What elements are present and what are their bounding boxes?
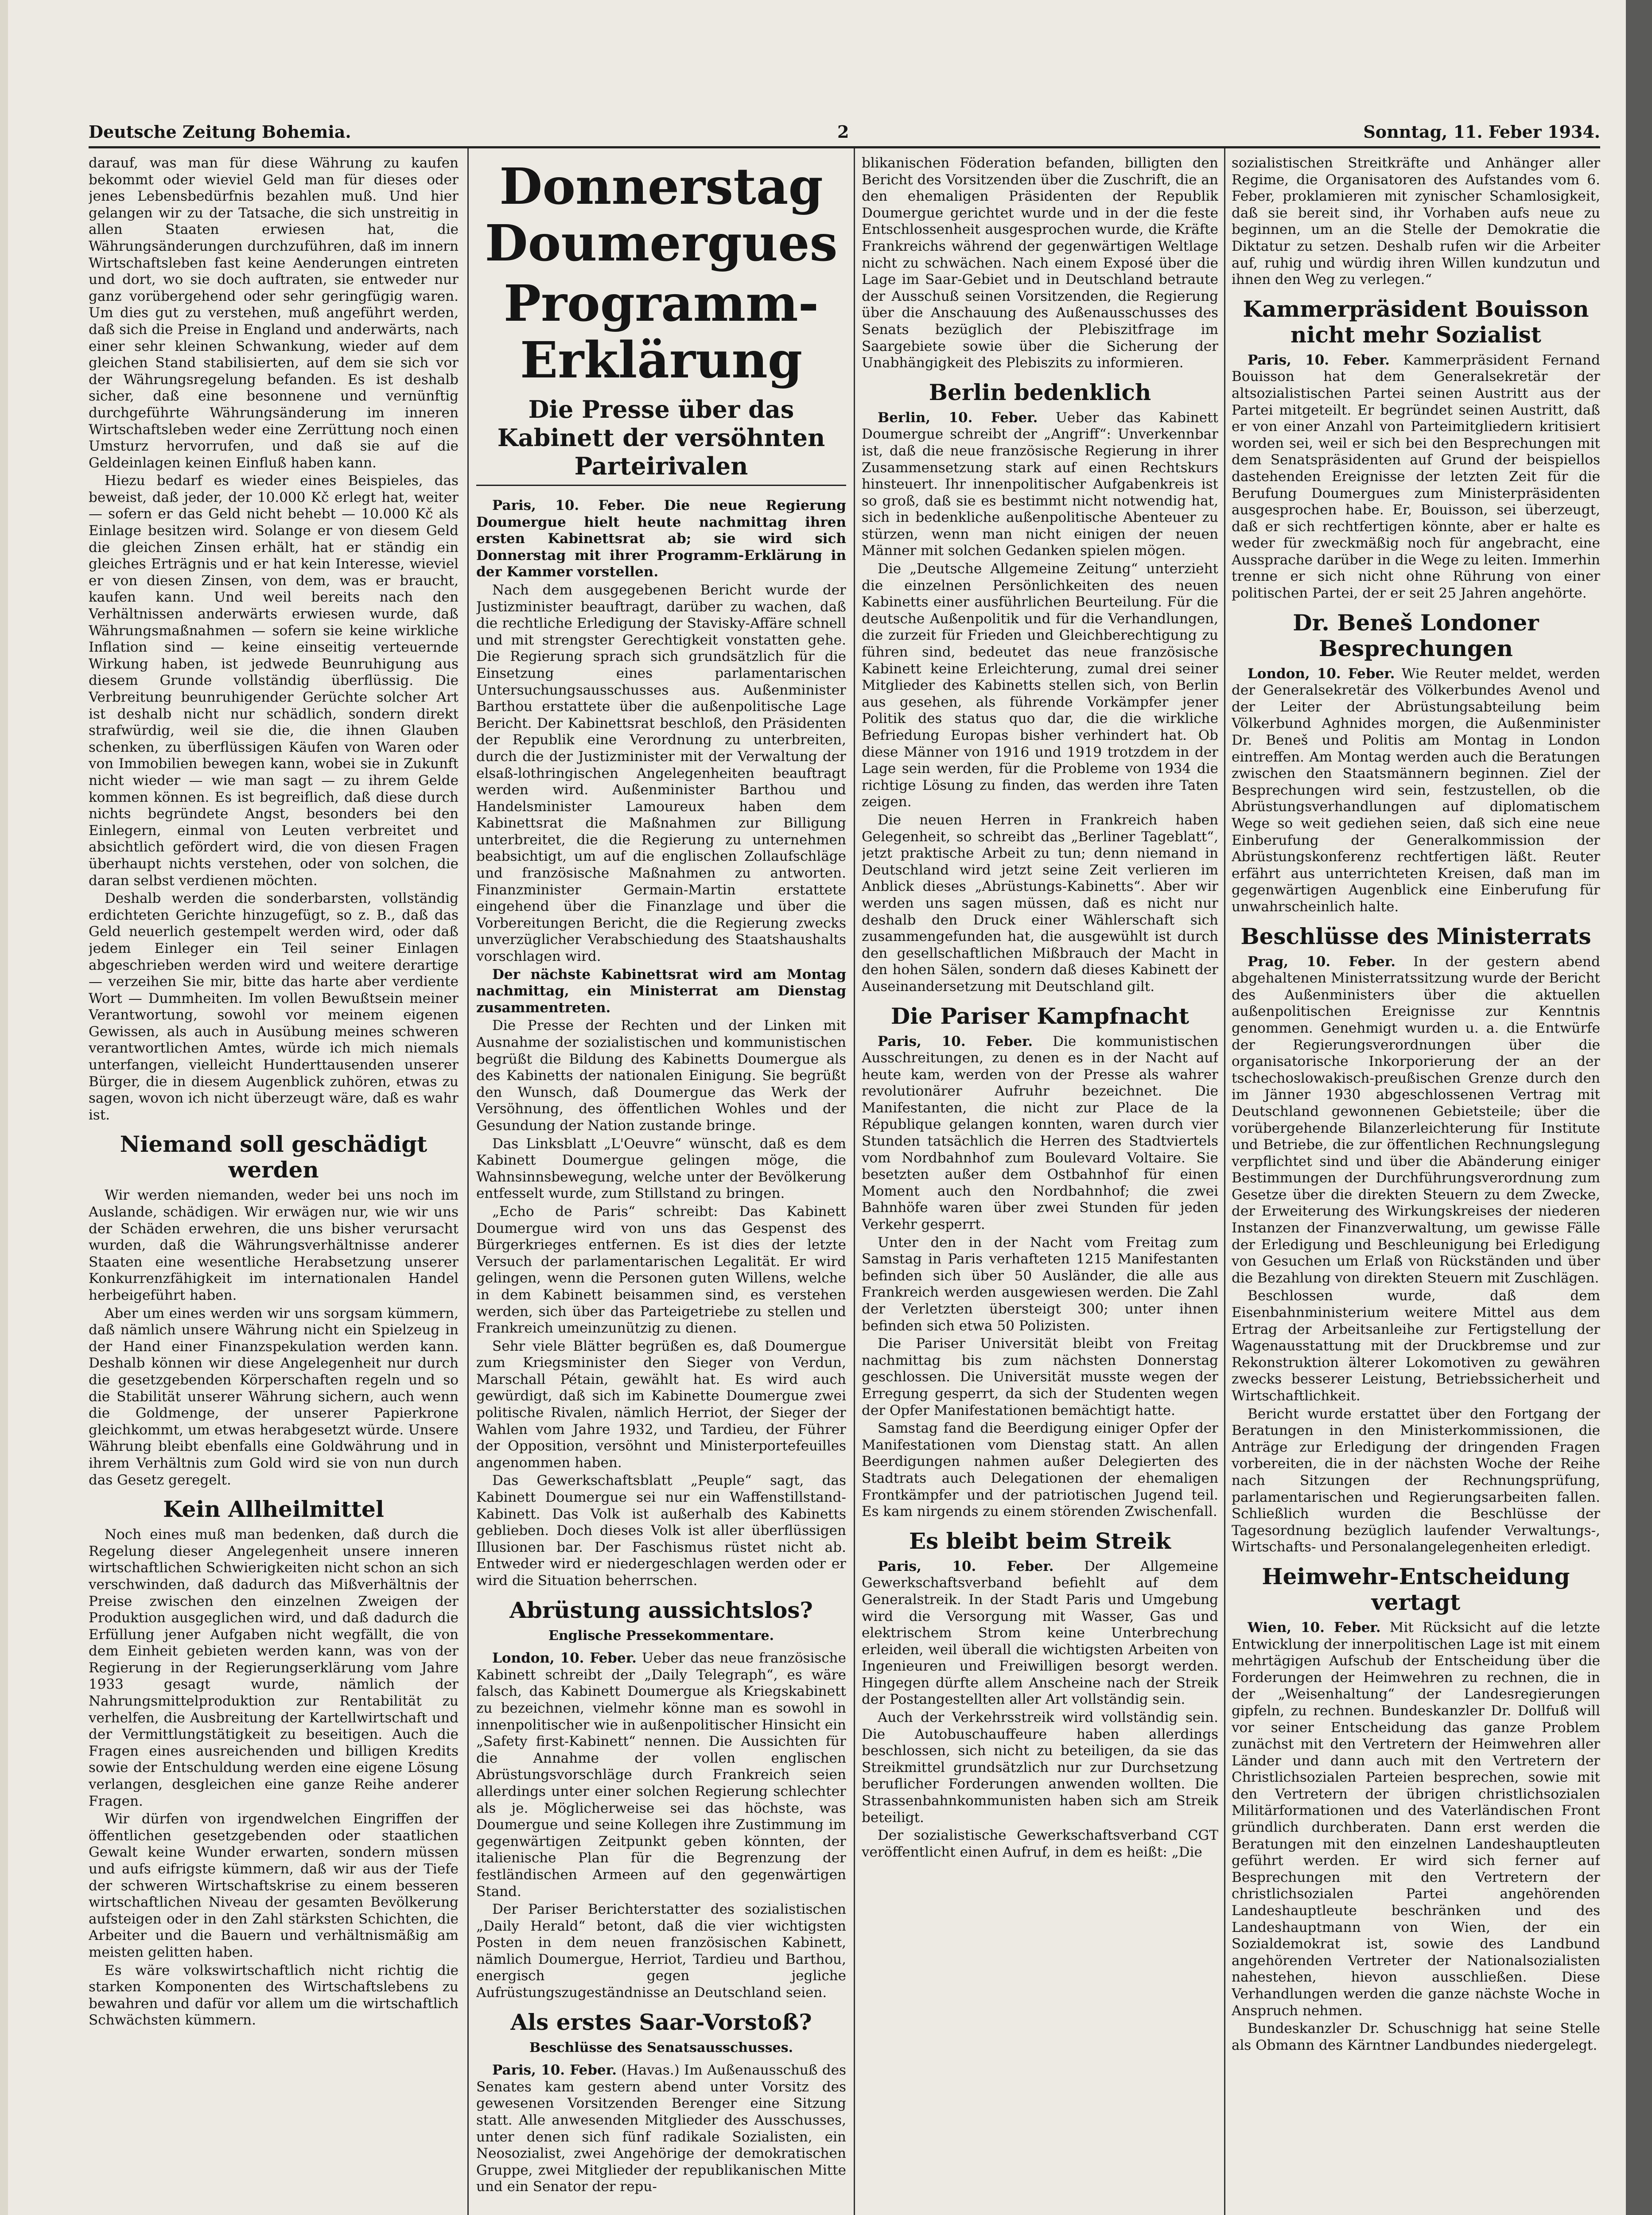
article-paragraph: sozialistischen Streitkräfte und Anhänger aller Regime, die Organisatoren des Aufstandes vom 6. Feber, proklamieren mit zynischer Schamlosigkeit, daß sie bereit sind, ihr Vorhaben aufs neue zu beginnen, um an die Stelle der Demokratie die Diktatur zu setzen. Deshalb rufen wir die Arbeiter auf, ruhig und würdig ihren Willen kundzutun und ihnen den Weg zu verlegen.“: [1232, 155, 1600, 288]
page-number: 2: [837, 122, 849, 142]
article-paragraph: „Echo de Paris“ schreibt: Das Kabinett Doumergue wird von uns das Gespenst des Bürgerkrieges entfernen. Es ist dies der letzte Versuch der parlamentarischen Legalität. Er wird gelingen, wenn die Personen guten Willens, welche in dem Kabinett beisammen sind, es verstehen werden, sich über das Parteigetriebe zu stellen und Frankreich umeinzunützig zu dienen.: [476, 1203, 846, 1337]
headline: Es bleibt beim Streik: [909, 1527, 1171, 1554]
article-paragraph: blikanischen Föderation befanden, billigten den Bericht des Vorsitzenden über die Zuschrift, die an den ehemaligen Präsidenten der Republik Doumergue gerichtet wurde und in der die feste Entschlossenheit ausgesprochen wurde, die Kräfte Frankreichs während der gegenwärtigen Weltlage nicht zu schwächen. Nach einem Exposé über die Lage im Saar-Gebiet und in Deutschland betraute der Ausschuß seinen Vorsitzenden, die Regierung über die Anschauung des Außenausschusses des Senats bezüglich der Plebiszitfrage im Saargebiete sowie über die Sicherung der Unabhängigkeit des Plebiszits zu informieren.: [862, 155, 1218, 371]
column-1: [89, 155, 459, 2215]
article-paragraph: Das Gewerkschaftsblatt „Peuple“ sagt, das Kabinett Doumergue sei nur ein Waffenstillstand-Kabinett. Das Volk ist außerhalb des Kabinetts geblieben. Doch dieses Volk ist aller überflüssigen Illusionen bar. Der Faschismus rüstet nicht ab. Entweder wird er niedergeschlagen werden oder er wird die Situation beherrschen.: [476, 1473, 846, 1589]
article-paragraph: Der Allgemeine Gewerkschaftsverband befiehlt auf dem Generalstreik. In der Stadt Paris und Umgebung wird die Versorgung mit Wasser, Gas und elektrischem Strom keine Unterbrechung erleiden, weil überall die wichtigsten Arbeiten von Ingenieuren und Freiwilligen besorgt werden. Hingegen dürfte allem Anscheine nach der Streik der Postangestellten aller Art vollständig sein.: [862, 1558, 1218, 1708]
dateline: Paris, 10. Feber.: [1248, 352, 1390, 368]
article-paragraph: Bundeskanzler Dr. Schuschnigg hat seine Stelle als Obmann des Kärntner Landbundes niedergelegt.: [1232, 2021, 1600, 2053]
article-paragraph: Die kommunistischen Ausschreitungen, zu denen es in der Nacht auf heute kam, werden von der Presse als wahrer revolutionärer Aufruhr bezeichnet. Die Manifestanten, die nicht zur Place de la République gelangen konnten, waren durch vier Stunden tatsächlich die Herren des Stadtviertels vom Nordbahnhof zum Boulevard Voltaire. Sie besetzten außer dem Ostbahnhof für einen Moment auch den Nordbahnhof; die zwei Bahnhöfe waren über zwei Stunden für jeden Verkehr gesperrt.: [862, 1033, 1218, 1233]
subheadline: Beschlüsse des Senatsausschusses.: [529, 2040, 793, 2056]
banner-headline-line2: Programm-Erklärung: [503, 275, 819, 389]
dateline: Paris, 10. Feber.: [492, 497, 645, 513]
article-paragraph: Die „Deutsche Allgemeine Zeitung“ unterzieht die einzelnen Persönlichkeiten des neuen Kabinetts einer ausführlichen Beurteilung. Für die deutsche Außenpolitik und für die Verhandlungen, die zurzeit für Frieden und Gleichberechtigung zu führen sind, bedeutet das neue französische Kabinett keine Erleichterung, zumal drei seiner Mitglieder des Kabinetts stellen sich, von Berlin aus gesehen, als führende Vorkämpfer jener Politik des status quo dar, die die wirkliche Befriedung Europas bisher verhindert hat. Ob diese Männer von 1916 und 1919 trotzdem in der Lage sein werden, für die Probleme von 1934 die richtige Lösung zu finden, das werden ihre Taten zeigen.: [862, 561, 1218, 810]
dateline: Paris, 10. Feber.: [878, 1558, 1054, 1574]
article-paragraph: Deshalb werden die sonderbarsten, vollständig erdichteten Gerichte hinzugefügt, so z. B., daß das Geld neuerlich gestempelt werden wird, oder daß jedem Einleger ein Teil seiner Einlagen abgeschrieben werden wird und weitere derartige — verzeihen Sie mir, bitte das harte aber verdiente Wort — Dummheiten. Im vollen Bewußtsein meiner Verantwortung, sowohl vor meinem eigenen Gewissen, als auch in Ausübung meines schweren verantwortlichen Amtes, würde ich mich niemals unterfangen, vielleicht Hunderttausenden unserer Bürger, die in diesem Augenblick zuhören, etwas zu sagen, wovon ich nicht überzeugt wäre, daß es wahr ist.: [89, 890, 459, 1123]
article-paragraph: Kammerpräsident Fernand Bouisson hat dem Generalsekretär der altsozialistischen Partei seinen Austritt aus der Partei mitgeteilt. Er begründet seinen Austritt, daß er von einer Anzahl von Parteimitgliedern kritisiert worden sei, weil er sich bei den Besprechungen mit dem Senatspräsidenten auf Grund der beispiellos dastehenden Ereignisse der letzten Zeit für die Berufung Doumergues zum Ministerpräsidenten ausgesprochen habe. Er, Bouisson, sei überzeugt, daß er sich rechtfertigen könnte, aber er halte es weder für zweckmäßig noch für angebracht, eine Aussprache darüber in die Wege zu leiten. Immerhin trenne er sich nicht ohne Rührung von einer politischen Partei, der er seit 25 Jahren angehörte.: [1232, 352, 1600, 602]
banner-headline-line1: Donnerstag Doumergues: [485, 158, 838, 272]
column-3: [862, 155, 1218, 2215]
article-paragraph: Auch der Verkehrsstreik wird vollständig sein. Die Autobuschauffeure haben allerdings beschlossen, sich nicht zu beteiligen, da sie das Streikmittel grundsätzlich nur zur Durchsetzung beruflicher Forderungen anwenden wollten. Die Strassenbahnkommunisten haben sich am Streik beteiligt.: [862, 1710, 1218, 1826]
article-paragraph: Sehr viele Blätter begrüßen es, daß Doumergue zum Kriegsminister den Sieger von Verdun, Marschall Pétain, gewählt hat. Es wird auch gewürdigt, daß sich im Kabinette Doumergue zwei politische Rivalen, nämlich Herriot, der Sieger der Wahlen vom Jahre 1932, und Tardieu, der Führer der Opposition, versöhnt und Ministerportefeuilles angenommen haben.: [476, 1338, 846, 1471]
column-4: [1232, 155, 1600, 2215]
masthead-title: Deutsche Zeitung Bohemia.: [89, 122, 351, 142]
article-paragraph: Es wäre volkswirtschaftlich nicht richtig die starken Komponenten des Wirtschaftslebens zu bewahren und dafür vor allem um die wirtschaftlich Schwächsten kümmern.: [89, 1962, 459, 2028]
article-paragraph: Die neuen Herren in Frankreich haben Gelegenheit, so schreibt das „Berliner Tageblatt“, jetzt praktische Arbeit zu tun; denn niemand in Deutschland wird jetzt seine Zeit verlieren im Anblick dieses „Abrüstungs-Kabinetts“. Aber wir werden uns sagen müssen, daß es nicht nur deshalb den Druck einer Wählerschaft sich zusammengefunden hat, die ausgewühlt ist durch den gesellschaftlichen Mißbrauch der Macht in den hohen Sälen, sondern daß dieses Kabinett der Auseinandersetzung mit Deutschland gilt.: [862, 812, 1218, 995]
masthead-date: Sonntag, 11. Feber 1934.: [1363, 122, 1600, 142]
article-paragraph: Hiezu bedarf es wieder eines Beispieles, das beweist, daß jeder, der 10.000 Kč erlegt hat, weiter — sofern er das Geld nicht behebt — 10.000 Kč als Einlage besitzen wird. Solange er von diesem Geld die gleichen Zinsen erhält, hat er ständig ein gleiches Erträgnis und er hat kein Interesse, wieviel er von diesen Zinsen, von dem, was er braucht, kaufen kann. Und weil bereits nach den Verhältnissen anderwärts erwiesen wurde, daß Währungsmaßnahmen — sofern sie keine wirkliche Inflation sind — keine einseitig verteuernde Wirkung haben, ist jedwede Beunruhigung aus diesem Grunde vollständig überflüssig. Die Verbreitung beunruhigender Gerüchte solcher Art ist deshalb nicht nur schädlich, sondern direkt strafwürdig, weil sie die, die ihnen Glauben schenken, zu überflüssigen Käufen von Waren oder von Immobilien bewegen kann, wobei sie in Zukunft nicht wieder — wie man sagt — zu ihrem Gelde kommen können. Es ist begreiflich, daß diese durch nichts begründete Angst, besonders bei den Einlegern, einmal von Leuten verbreitet und absichtlich gefördert wird, die von diesen Fragen überhaupt nichts verstehen, oder von solchen, die daran selbst verdienen möchten.: [89, 473, 459, 889]
subheadline: Englische Pressekommentare.: [548, 1628, 774, 1644]
article-paragraph: Unter den in der Nacht vom Freitag zum Samstag in Paris verhafteten 1215 Manifestanten befinden sich über 50 Ausländer, die alle aus Frankreich werden ausgewiesen werden. Die Zahl der Verletzten übersteigt 300; unter ihnen befinden sich etwa 50 Polizisten.: [862, 1234, 1218, 1334]
masthead: [89, 122, 1600, 142]
column-divider: [467, 148, 469, 2215]
masthead-rule: [89, 146, 1600, 148]
headline: Dr. Beneš Londoner Besprechungen: [1293, 609, 1539, 661]
article-paragraph: Noch eines muß man bedenken, daß durch die Regelung dieser Angelegenheit unsere inneren wirtschaftlichen Schwierigkeiten nicht schon an sich verschwinden, daß dadurch das Mißverhältnis der Preise zwischen den einzelnen Zweigen der Produktion ausgeglichen wird, und daß dadurch die Erfüllung jener Aufgaben nicht wegfällt, die von dem Einheit gebieten werden kann, was von der Regierung in der Regierungserklärung vom Jahre 1933 gesagt wurde, nämlich der Nahrungsmittelproduktion zur Rentabilität zu verhelfen, die Ausbreitung der Kartellwirtschaft und der Vermittlungstätigkeit zu beseitigen. Auch die Fragen eines ausreichenden und billigen Kredits sowie der Entschuldung werden eine eigene Lösung verlangen, desgleichen eine ganze Reihe anderer Fragen.: [89, 1527, 459, 1809]
headline: Berlin bedenklich: [929, 379, 1151, 405]
article-paragraph: darauf, was man für diese Währung zu kaufen bekommt oder wieviel Geld man für dieses oder jenes Lebensbedürfnis bezahlen muß. Und hier gelangen wir zu der Tatsache, die sich unstreitig in allen Staaten erwiesen hat, die Währungsänderungen durchzuführen, daß im innern Wirtschaftsleben fast keine Aenderungen eintreten und dort, wo sie doch auftraten, sie entweder nur ganz vorübergehend oder sehr geringfügig waren. Um dies gut zu verstehen, muß angeführt werden, daß sich die Preise in England und anderwärts, nach einer sehr kleinen Schwankung, wieder auf dem gleichen Stand stabilisierten, auf dem sie sich vor der Währungsregelung befanden. Es ist deshalb sicher, daß eine besonnene und vernünftig durchgeführte Währungsänderung im inneren Wirtschaftsleben weder eine Zerrüttung noch einen Umsturz hervorrufen, und daß sie auf die Geldeinlagen keinen Einfluß haben kann.: [89, 155, 459, 471]
article-paragraph: Die Presse der Rechten und der Linken mit Ausnahme der sozialistischen und kommunistischen begrüßt die Bildung des Kabinetts Doumergue als des Kabinetts der nationalen Einigung. Sie begrüßt den Wunsch, daß Doumergue das Werk der Versöhnung, des öffentlichen Wohles und der Gesundung der Nation zustande bringe.: [476, 1018, 846, 1134]
headline: Als erstes Saar-Vorstoß?: [510, 2009, 812, 2035]
scan-edge: [1626, 0, 1652, 2215]
article-paragraph: Bericht wurde erstattet über den Fortgang der Beratungen in den Ministerkommissionen, die Anträge zur Erledigung der dringenden Fragen vorbereiten, die in der nächsten Woche der Reihe nach Sitzungen der Rechnungsprüfung, parlamentarischen und Regierungsarbeiten fallen. Schließlich wurden die Beschlüsse der Tagesordnung bezüglich laufender Verwaltungs-, Wirtschafts- und Personalangelegenheiten erledigt.: [1232, 1406, 1600, 1555]
dateline: Wien, 10. Feber.: [1248, 1619, 1381, 1636]
headline: Kammerpräsident Bouisson nicht mehr Sozialist: [1243, 295, 1589, 348]
article-paragraph: Samstag fand die Beerdigung einiger Opfer der Manifestationen vom Dienstag statt. An allen Beerdigungen nahmen außer Delegierten des Stadtrats auch Delegationen der ehemaligen Frontkämpfer und der patriotischen Jugend teil. Es kam nirgends zu einem störenden Zwischenfall.: [862, 1420, 1218, 1520]
article-paragraph: Wir werden niemanden, weder bei uns noch im Auslande, schädigen. Wir erwägen nur, wie wir uns der Schäden erwehren, die uns bisher verursacht wurden, daß die Währungsverhältnisse anderer Staaten eine wesentliche Herabsetzung unserer Konkurrenzfähigkeit im internationalen Handel herbeigeführt haben.: [89, 1187, 459, 1303]
column-divider: [854, 148, 855, 2215]
article-paragraph: Wir dürfen von irgendwelchen Eingriffen der öffentlichen gesetzgebenden oder staatlichen Gewalt keine Wunder erwarten, sondern müssen und aufs eifrigste kümmern, daß wir aus der Tiefe der schweren Wirtschaftskrise zu einem besseren wirtschaftlichen Niveau der gesamten Bevölkerung aufsteigen oder in den Zahl stärksten Schichten, die Arbeiter und die Bauern und verhältnismäßig am meisten gelitten haben.: [89, 1811, 459, 1960]
article-paragraph: Die Pariser Universität bleibt von Freitag nachmittag bis zum nächsten Donnerstag geschlossen. Die Universität musste wegen der Erregung gesperrt, da sich der Studenten wegen der Opfer Manifestationen bemächtigt hatte.: [862, 1336, 1218, 1418]
headline: Abrüstung aussichtslos?: [509, 1597, 813, 1623]
column-divider: [1224, 148, 1225, 2215]
article-paragraph: Der sozialistische Gewerkschaftsverband CGT veröffentlicht einen Aufruf, in dem es heißt: „Die: [862, 1827, 1218, 1860]
article-paragraph: Der Pariser Berichterstatter des sozialistischen „Daily Herald“ betont, daß die vier wichtigsten Posten in dem neuen französischen Kabinett, nämlich Doumergue, Herriot, Tardieu und Barthou, energisch gegen jegliche Aufrüstungszugeständnisse an Deutschland seien.: [476, 1901, 846, 2001]
dateline: Prag, 10. Feber.: [1248, 953, 1396, 970]
column-2: [476, 155, 846, 2215]
headline: Niemand soll geschädigt werden: [120, 1131, 428, 1183]
article-paragraph: Ueber das Kabinett Doumergue schreibt der „Angriff“: Unverkennbar ist, daß die neue französische Regierung in ihrer Zusammensetzung stark auf einen Rechtskurs hinsteuert. Ihr innenpolitischer Aufgabenkreis ist so groß, daß sie es bestimmt nicht notwendig hat, sich in bedenkliche außenpolitische Abenteuer zu stürzen, wenn man nicht einigen der neuen Männer mit solchen Gedanken spielen mögen.: [862, 409, 1218, 559]
article-paragraph: Beschlossen wurde, daß dem Eisenbahnministerium weitere Mittel aus dem Ertrag der Arbeitsanleihe zur Fertigstellung der Wagenausstattung mit der Druckbremse und zur Rekonstruktion älterer Lokomotiven zu gewähren zwecks besserer Leistung, Betriebssicherheit und Wirtschaftlichkeit.: [1232, 1288, 1600, 1404]
article-paragraph: Das Linksblatt „L'Oeuvre“ wünscht, daß es dem Kabinett Doumergue gelingen möge, die Wahnsinnsbewegung, welche unter der Bevölkerung entfesselt wurde, zum Stillstand zu bringen.: [476, 1135, 846, 1202]
dateline: London, 10. Feber.: [1248, 665, 1395, 682]
headline: Die Pariser Kampfnacht: [890, 1003, 1189, 1029]
dateline: Paris, 10. Feber.: [492, 2062, 617, 2079]
article-paragraph: Aber um eines werden wir uns sorgsam kümmern, daß nämlich unsere Währung nicht ein Spielzeug in der Hand einer Finanzspekulation werden kann. Deshalb können wir diese Angelegenheit nur durch die gesetzgebenden Körperschaften regeln und so die Stabilität unserer Währung sichern, auch wenn die Goldmenge, der unserer Papierkrone gleichkommt, um etwas herabgesetzt würde. Unsere Währung bleibt ebenfalls eine Goldwährung und in ihrem Verhältnis zum Gold wird sie von nun durch das Gesetz geregelt.: [89, 1305, 459, 1488]
dateline: Paris, 10. Feber.: [878, 1033, 1033, 1049]
banner-subheadline: Die Presse über das Kabinett der versöhnten Parteirivalen: [476, 395, 846, 486]
article-paragraph: In der gestern abend abgehaltenen Ministerratssitzung wurde der Bericht des Außenministers über die aktuellen außenpolitischen Ereignisse zur Kenntnis genommen. Genehmigt wurden u. a. die Entwürfe der Regierungsverordnungen über die organisatorische Inkorporierung der an der tschechoslowakisch-preußischen Grenze durch den im Jänner 1930 abgeschlossenen Vertrag mit Deutschland gewonnenen Gebietsteile; über die vorübergehende Bilanzerleichterung für Institute und Betriebe, die zur öffentlichen Rechnungslegung verpflichtet sind und über die Abänderung einiger Bestimmungen der Durchführungsverordnung zum Gesetze über die direkten Steuern zu dem Zwecke, der Erweiterung des Wirkungskreises der niederen Instanzen der Finanzverwaltung, um gewisse Fälle der Erledigung und Beschleunigung bei Erledigung von Gesuchen um Erlaß von Rückständen und über die Bezahlung von direkten Steuern mit Zuschlägen.: [1232, 953, 1600, 1286]
headline: Beschlüsse des Ministerrats: [1240, 923, 1591, 949]
article-paragraph: Der nächste Kabinettsrat wird am Montag nachmittag, ein Ministerrat am Dienstag zusammentreten.: [476, 966, 846, 1016]
article-paragraph: Wie Reuter meldet, werden der Generalsekretär des Völkerbundes Avenol und der Leiter der Abrüstungsabteilung beim Völkerbund Aghnides morgen, die Außenminister Dr. Beneš und Politis am Montag in London eintreffen. Am Montag werden auch die Beratungen zwischen den Staatsmännern beginnen. Ziel der Besprechungen wird sein, festzustellen, ob die Abrüstungsverhandlungen auf diplomatischem Wege so weit gediehen seien, daß sich eine neue Einberufung der Generalkommission der Abrüstungskonferenz rechtfertigen läßt. Reuter erfährt aus unterrichteten Kreisen, daß man im gegenwärtigen Augenblick eine Einberufung für unwahrscheinlich halte.: [1232, 665, 1600, 915]
headline: Kein Allheilmittel: [163, 1496, 384, 1523]
article-paragraph: Die neue Regierung Doumergue hielt heute nachmittag ihren ersten Kabinettsrat ab; sie wird sich Donnerstag mit ihrer Programm-Erklärung in der Kammer vorstellen.: [476, 497, 846, 580]
article-paragraph: Ueber das neue französische Kabinett schreibt der „Daily Telegraph“, es wäre falsch, das Kabinett Doumergue als Kriegskabinett zu bezeichnen, vielmehr könne man es sowohl in innenpolitischer wie in außenpolitischer Hinsicht ein „Safety first-Kabinett“ nennen. Die Aussichten für die Annahme der vollen englischen Abrüstungsvorschläge durch Frankreich seien allerdings unter einer solchen Regierung schlechter als je. Möglicherweise sei das höchste, was Doumergue und seine Kollegen ihre Zustimmung im gegenwärtigen Zeitpunkt geben könnten, der italienische Plan für die Begrenzung der festländischen Armeen auf den gegenwärtigen Stand.: [476, 1650, 846, 1900]
dateline: London, 10. Feber.: [492, 1650, 637, 1667]
dateline: Berlin, 10. Feber.: [878, 409, 1038, 426]
article-paragraph: (Havas.) Im Außenausschuß des Senates kam gestern abend unter Vorsitz des gewesenen Vorsitzenden Berenger eine Sitzung statt. Alle anwesenden Mitglieder des Ausschusses, unter denen sich fünf radikale Sozialisten, ein Neosozialist, zwei Angehörige der demokratischen Gruppe, zwei Mitglieder der republikanischen Mitte und ein Senator der repu-: [476, 2062, 846, 2195]
article-paragraph: Mit Rücksicht auf die letzte Entwicklung der innerpolitischen Lage ist mit einem mehrtägigen Aufschub der Entscheidung über die Forderungen der Heimwehren zu rechnen, die in der „Weisenhaltung“ der Landesregierungen gipfeln, zu rechnen. Bundeskanzler Dr. Dollfuß will vor seiner Entscheidung das ganze Problem zunächst mit den Vertretern der Heimwehren aller Länder und dann auch mit den Vertretern der Christlichsozialen Parteien besprechen, sowie mit den Vertretern der übrigen christlichsozialen Militärformationen und des Vaterländischen Front gründlich durchberaten. Dann erst werden die Beratungen mit den einzelnen Landeshauptleuten geführt werden. Er wird sich ferner auf Besprechungen mit den Vertretern der christlichsozialen Partei angehörenden Landeshauptleute beschränken und des Landeshauptmann von Wien, der ein Sozialdemokrat ist, sowie des Landbund angehörenden Vertreter der Nationalsozialisten nahestehen, hievon ausschließen. Diese Verhandlungen werden die ganze nächste Woche in Anspruch nehmen.: [1232, 1619, 1600, 2019]
article-paragraph: Nach dem ausgegebenen Bericht wurde der Justizminister beauftragt, darüber zu wachen, daß die rechtliche Erledigung der Stavisky-Affäre schnell und mit strengster Gerechtigkeit vonstatten gehe. Die Regierung sprach sich grundsätzlich für die Einsetzung eines parlamentarischen Untersuchungsausschusses aus. Außenminister Barthou erstattete über die außenpolitische Lage Bericht. Der Kabinettsrat beschloß, den Präsidenten der Republik eine Verordnung zu unterbreiten, durch die der Justizminister mit der Verwaltung der elsaß-lothringischen Angelegenheiten beauftragt werden wird. Außenminister Barthou und Handelsminister Lamoureux haben dem Kabinettsrat die Maßnahmen zur Billigung unterbreitet, die die Regierung zu unternehmen beabsichtigt, um auf die englischen Zollaufschläge und französische Maßnahmen zu antworten. Finanzminister Germain-Martin erstattete eingehend über die Finanzlage und über die Vorbereitungen Bericht, die die Regierung zwecks unverzüglicher Verabschiedung des Staatshaushalts vorschlagen wird.: [476, 582, 846, 965]
headline: Heimwehr-Entscheidung vertagt: [1262, 1563, 1570, 1615]
